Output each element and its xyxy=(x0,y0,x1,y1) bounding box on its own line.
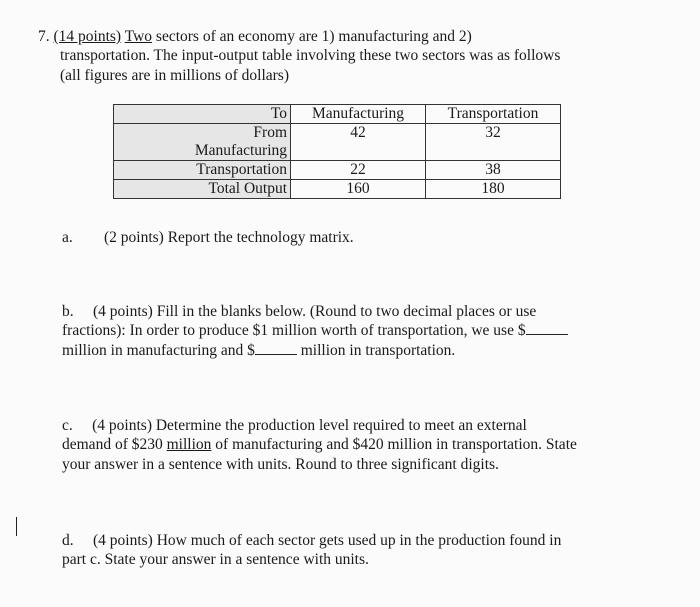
row-label-manufacturing: Manufacturing xyxy=(114,142,291,161)
from-label: From xyxy=(114,124,291,143)
col-header-transportation: Transportation xyxy=(426,105,561,124)
question-7-line-1 xyxy=(38,27,472,46)
question-7-line-3: (all figures are in millions of dollars) xyxy=(60,67,289,84)
part-b-line-3-a: million in manufacturing and $ xyxy=(62,342,255,359)
part-c-line-2-a: demand of $230 xyxy=(62,436,167,453)
part-a-letter: a. xyxy=(62,229,73,246)
table-row xyxy=(114,180,561,199)
cell-total-trn: 180 xyxy=(426,180,561,199)
text-cursor xyxy=(16,517,17,536)
part-c-line-1-text: (4 points) Determine the production level required to meet an external xyxy=(92,417,527,434)
to-label: To xyxy=(114,105,291,124)
cell-trn-trn: 38 xyxy=(426,161,561,180)
question-number: 7. xyxy=(38,28,50,45)
table-row xyxy=(114,161,561,180)
blank-manufacturing-amount[interactable] xyxy=(526,322,568,335)
question-word-two: Two xyxy=(124,28,153,45)
part-c-line-2-c: of manufacturing and $420 million in transportation. State xyxy=(211,436,577,453)
cell-mfg-trn: 32 xyxy=(426,124,561,161)
part-d-line-1-text: (4 points) How much of each sector gets used up in the production found in xyxy=(93,532,562,549)
blank-transportation-amount[interactable] xyxy=(255,342,297,355)
part-b-line-1-text: (4 points) Fill in the blanks below. (Round to two decimal places or use xyxy=(93,303,537,320)
part-c-line-1 xyxy=(62,416,527,435)
input-output-table xyxy=(113,104,561,199)
part-b-line-2-text: fractions): In order to produce $1 million worth of transportation, we use $ xyxy=(62,322,526,339)
cell-total-mfg: 160 xyxy=(291,180,426,199)
part-d-line-1 xyxy=(62,531,561,550)
part-b-line-2 xyxy=(62,321,568,340)
part-b-line-3-b: million in transportation. xyxy=(296,342,456,359)
part-c-word-million: million xyxy=(166,436,212,453)
table-row xyxy=(114,124,561,143)
part-b-letter: b. xyxy=(62,303,74,320)
part-c-line-3: your answer in a sentence with units. Round to three significant digits. xyxy=(62,456,499,473)
part-a-text: (2 points) Report the technology matrix. xyxy=(104,229,354,246)
cell-mfg-mfg: 42 xyxy=(291,124,426,161)
part-c-letter: c. xyxy=(62,417,73,434)
part-b-line-3 xyxy=(62,341,455,360)
question-7-line-2: transportation. The input-output table involving these two sectors was as follows xyxy=(60,47,561,64)
question-points: (14 points) xyxy=(53,28,122,45)
part-b-line-1 xyxy=(62,302,536,321)
row-label-total-output: Total Output xyxy=(114,180,291,199)
table-row xyxy=(114,105,561,124)
part-d-letter: d. xyxy=(62,532,74,549)
row-label-transportation: Transportation xyxy=(114,161,291,180)
cell-trn-mfg: 22 xyxy=(291,161,426,180)
part-d-line-2: part c. State your answer in a sentence with units. xyxy=(62,551,369,568)
col-header-manufacturing: Manufacturing xyxy=(291,105,426,124)
part-c-line-2 xyxy=(62,435,577,454)
question-line-1-rest: sectors of an economy are 1) manufacturing and 2) xyxy=(152,28,472,45)
